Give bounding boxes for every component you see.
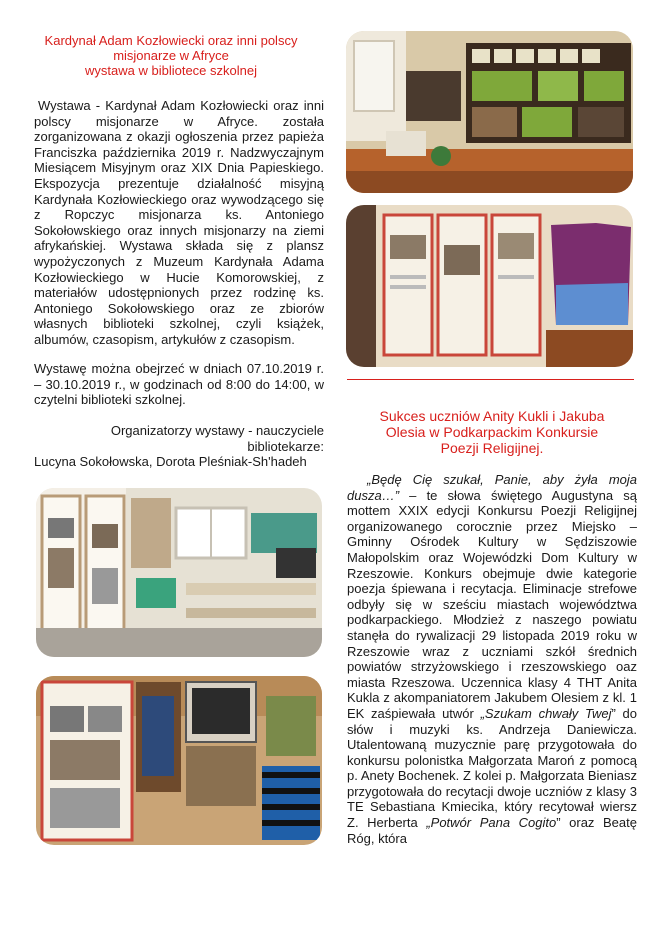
reading-room-photo bbox=[36, 488, 322, 657]
right-title-line-3: Poezji Religijnej. bbox=[440, 440, 544, 456]
right-text-c: ” oraz Beatę Róg, która bbox=[347, 815, 637, 846]
section-divider bbox=[347, 379, 634, 380]
tv-display-photo bbox=[36, 676, 322, 845]
right-article-title bbox=[348, 408, 636, 456]
organizers-line-1: Organizatorzy wystawy - nauczyciele bbox=[110, 423, 324, 438]
right-text-a: – te słowa świętego Augustyna są mottem XXIX edycji Konkursu Poezji Religijnej organizowanego corocznie przez Miejsko – Gminny Ośrodek Kultury w Sędziszowie Małopolskim oraz Wojewódzki Dom Kultury w Rzeszowie. Konkurs obejmuje dwie kategorie poezja śpiewana i recytacja. Eliminacje strefowe odbyły się w sześciu miastach województwa podkarpackiego. Młodzież z naszego powiatu stanęła do rywalizacji 29 listopada 2019 roku w Rzeszowie wraz z uczniami szkół średnich powiatów strzyżowskiego i rzeszowskiego oaz miasta Rzeszowa. Uczennica klasy 4 THT Anita Kukla z akompaniatorem Jakubem Olesiem z kl. 1 EK zaśpiewała utwór bbox=[347, 487, 637, 721]
organizers-names: Lucyna Sokołowska, Dorota Pleśniak-Sh'hadeh bbox=[34, 454, 307, 470]
left-title-line-1: Kardynał Adam Kozłowiecki oraz inni polscy bbox=[44, 33, 298, 48]
augustine-quote: „Będę Cię szukał, Panie, aby żyła moja dusza…” bbox=[347, 472, 637, 503]
left-paragraph-1: Wystawa - Kardynał Adam Kozłowiecki oraz inni polscy misjonarze w Afryce. została zorganizowana z okazji ogłoszenia przez papieża Franciszka października 2019 r. Nadzwyczajnym Miesiącem Misyjnym oraz XIX Dnia Papieskiego. Ekspozycja prezentuje działalność misyjną Kardynała Kozłowieckiego oraz wywodzącego się z Ropczyc misjonarza ks. Antoniego Sokołowskiego oraz innych misjonarzy na ziemi afrykańskiej. Wystawa składa się z plansz wypożyczonych z Muzeum Kardynała Adama Kozłowieckiego w Hucie Komorowskiej, z materiałów udostępnionych przez rodzinę ks. Antoniego Sokołowskiego oraz ze zbiorów własnych biblioteki szkolnej, czyli książek, albumów, czasopism, artykułów z czasopism. bbox=[34, 98, 324, 347]
organizers-block bbox=[34, 423, 324, 470]
left-paragraph-2: Wystawę można obejrzeć w dniach 07.10.2019 r. – 30.10.2019 r., w godzinach od 8:00 do 14:00, w czytelni biblioteki szkolnej. bbox=[34, 361, 324, 408]
exhibition-boards-photo bbox=[346, 205, 633, 367]
left-title-line-3: wystawa w bibliotece szkolnej bbox=[85, 63, 257, 78]
exhibition-room-photo bbox=[346, 31, 633, 193]
right-text-b: ” do słów i muzyki ks. Andrzeja Daniewicza. Utalentowaną muzycznie parę przygotowała do konkursu polonistka Małgorzata Maroń z pomocą p. Anety Bochenek. Z kolei p. Małgorzata Bieniasz przygotowała do recytacji dwoje uczniów z klasy 3 TE Sebastiana Kmiecika, który recytował wiersz Z. Herberta bbox=[347, 705, 638, 831]
organizers-line-2: bibliotekarze: bbox=[247, 438, 324, 454]
right-title-line-2: Olesia w Podkarpackim Konkursie bbox=[385, 424, 599, 440]
left-article-title bbox=[30, 33, 312, 78]
right-title-line-1: Sukces uczniów Anity Kukli i Jakuba bbox=[379, 408, 605, 424]
song-title: „Szukam chwały Twej bbox=[480, 705, 612, 721]
poem-title: „Potwór Pana Cogito bbox=[426, 815, 557, 831]
left-title-line-2: misjonarze w Afryce bbox=[113, 48, 229, 63]
right-article-body bbox=[347, 472, 637, 846]
